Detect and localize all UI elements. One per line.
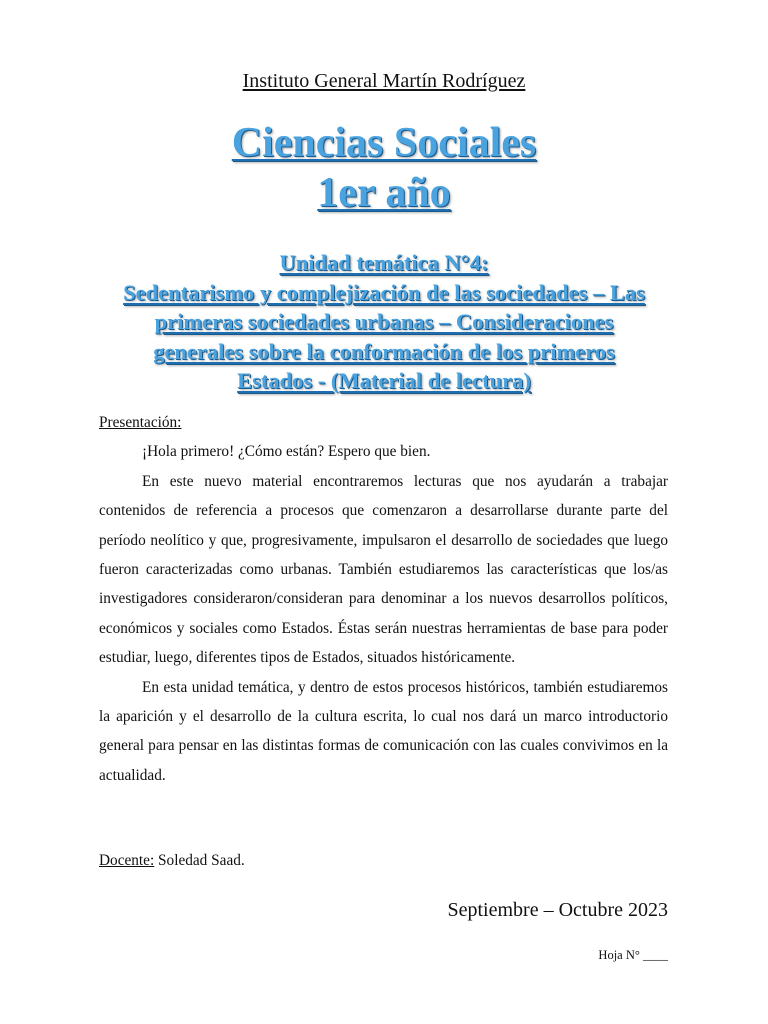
- teacher-line: [99, 852, 245, 870]
- unit-title-line-1: Sedentarismo y complejización de las sociedades – Las: [123, 279, 645, 305]
- institute-name: Instituto General Martín Rodríguez: [242, 70, 526, 92]
- teacher-label: Docente:: [99, 852, 155, 869]
- page-number-field: Hoja N° ____: [598, 948, 668, 962]
- title-subject: Ciencias Sociales: [231, 120, 537, 166]
- presentation-label: Presentación:: [99, 414, 182, 431]
- teacher-name: Soledad Saad.: [158, 852, 245, 869]
- presentation-paragraph-1: En este nuevo material encontraremos lecturas que nos ayudarán a trabajar contenidos de referencia a procesos que comenzaron a desarrollarse durante parte del período neolítico y que, progresivamente, impulsaron el desarrollo de sociedades que luego fueron caracterizadas como urbanas. También estudiaremos las características que los/as investigadores consideraron/consideran para denominar a los nuevos desarrollos políticos, económicos y sociales como Estados. Éstas serán nuestras herramientas de base para poder estudiar, luego, diferentes tipos de Estados, situados históricamente.: [99, 472, 668, 667]
- presentation-section: [99, 408, 668, 790]
- unit-title-line-4: Estados - (Material de lectura): [237, 368, 531, 393]
- title-year: 1er año: [317, 170, 451, 216]
- date-range: Septiembre – Octubre 2023: [447, 899, 668, 921]
- presentation-paragraph-2: En esta unidad temática, y dentro de estos procesos históricos, también estudiaremos la aparición y el desarrollo de la cultura escrita, lo cual nos dará un marco introductorio general para pensar en las distintas formas de comunicación con las cuales convivimos en la actualidad.: [99, 678, 668, 784]
- unit-title-line-3: generales sobre la conformación de los primeros: [153, 338, 615, 364]
- unit-title-line-2: primeras sociedades urbanas – Consideraciones: [154, 309, 614, 334]
- greeting-text: ¡Hola primero! ¿Cómo están? Espero que bien.: [142, 443, 431, 461]
- unit-title: [60, 248, 708, 396]
- document-title: [0, 118, 768, 218]
- unit-heading: Unidad temática N°4:: [279, 250, 489, 275]
